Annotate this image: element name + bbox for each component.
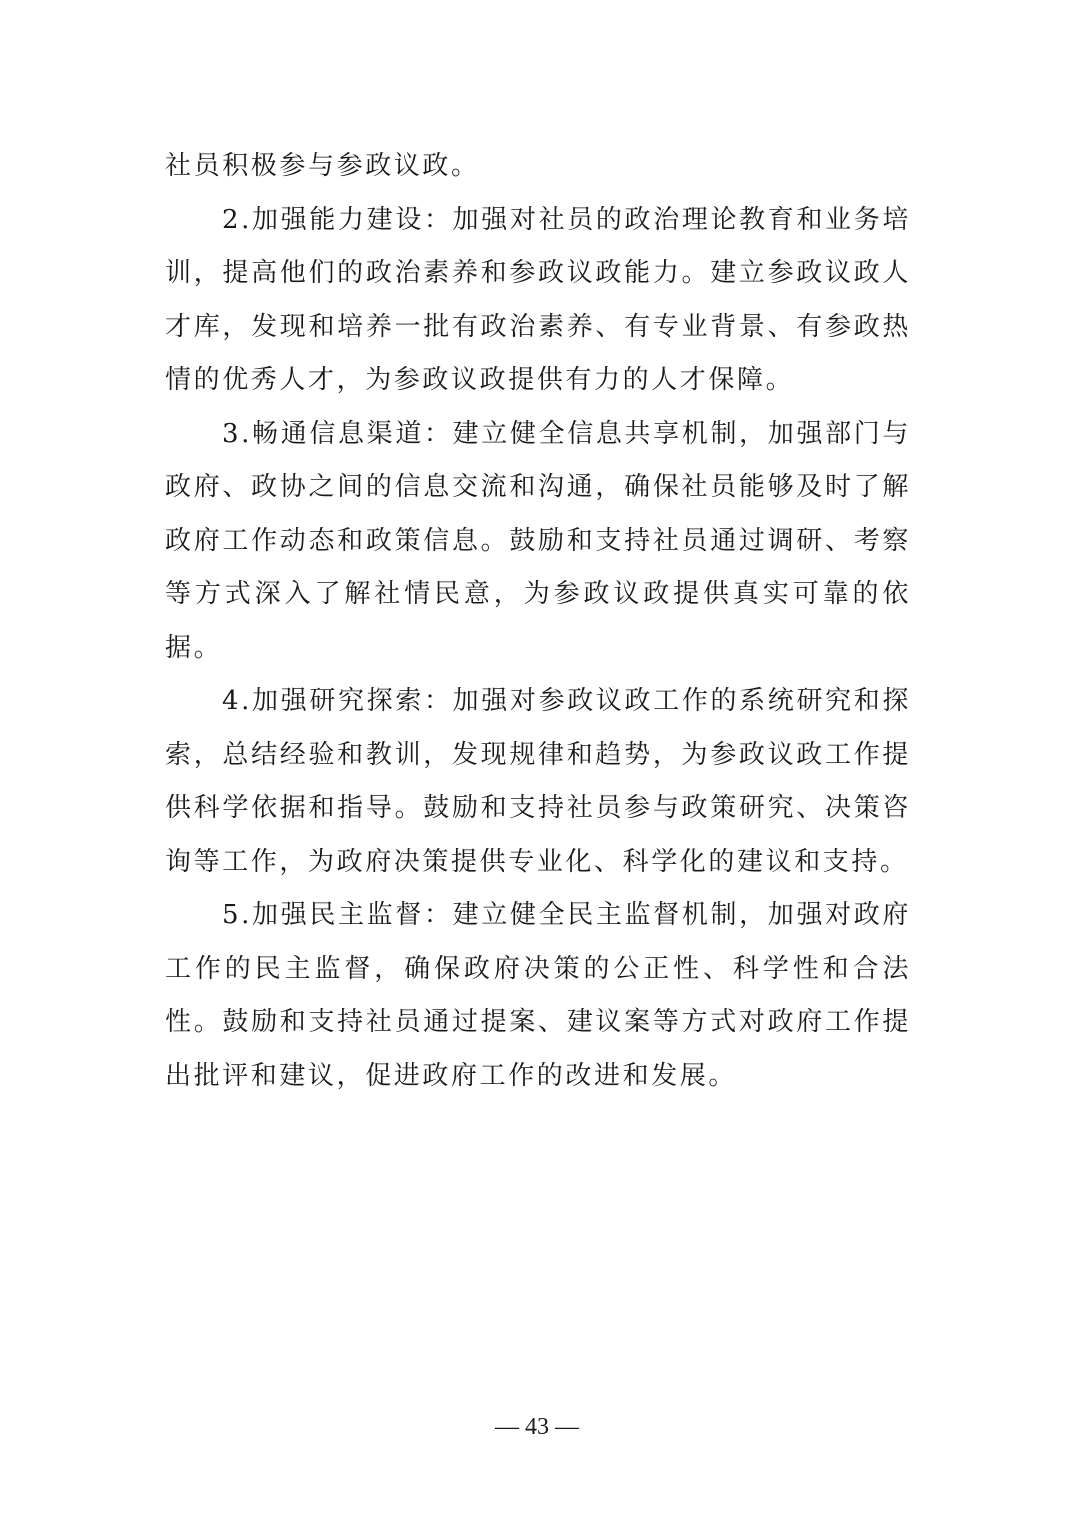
paragraph-information-channels: 3.畅通信息渠道：建立健全信息共享机制，加强部门与政府、政协之间的信息交流和沟通，确保社员能够及时了解政府工作动态和政策信息。鼓励和支持社员通过调研、考察等方式深入了解社情民意，为参政议政提供真实可靠的依据。	[165, 418, 911, 663]
document-body	[165, 140, 911, 1103]
paragraph-research-exploration: 4.加强研究探索：加强对参政议政工作的系统研究和探索，总结经验和教训，发现规律和趋势，为参政议政工作提供科学依据和指导。鼓励和支持社员参与政策研究、决策咨询等工作，为政府决策提供专业化、科学化的建议和支持。	[165, 686, 911, 877]
paragraph-democratic-supervision: 5.加强民主监督：建立健全民主监督机制，加强对政府工作的民主监督，确保政府决策的公正性、科学性和合法性。鼓励和支持社员通过提案、建议案等方式对政府工作提出批评和建议，促进政府工作的改进和发展。	[165, 900, 911, 1091]
page-number: — 43 —	[495, 1414, 579, 1440]
paragraph-capacity-building: 2.加强能力建设：加强对社员的政治理论教育和业务培训，提高他们的政治素养和参政议政能力。建立参政议政人才库，发现和培养一批有政治素养、有专业背景、有参政热情的优秀人才，为参政议政提供有力的人才保障。	[165, 204, 911, 395]
paragraph-continuation: 社员积极参与参政议政。	[165, 151, 480, 181]
